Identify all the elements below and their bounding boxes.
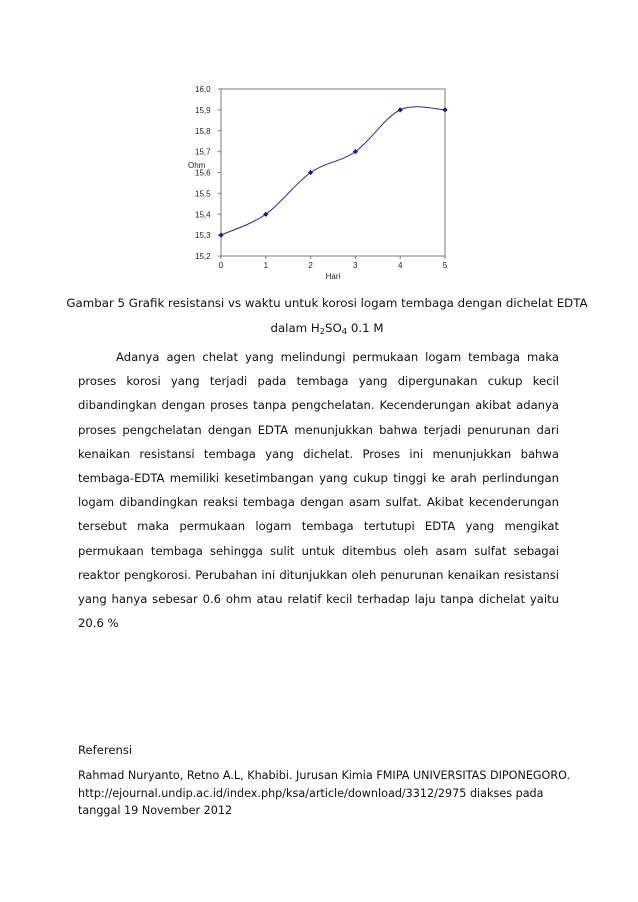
figure-caption-line2-start: dalam H: [270, 321, 320, 335]
x-tick-label: 2: [308, 261, 313, 270]
y-tick-label: 15,2: [195, 252, 211, 261]
x-tick-label: 1: [263, 261, 269, 270]
y-tick-label: 15,6: [195, 168, 211, 178]
x-tick-label: 0: [218, 261, 224, 270]
data-point: [218, 233, 223, 238]
x-axis-label: Hari: [325, 272, 341, 281]
x-tick-label: 4: [397, 261, 403, 270]
y-tick-label: 16,0: [195, 85, 211, 94]
y-axis-label: Ohm: [188, 161, 206, 170]
body-paragraph-text: Adanya agen chelat yang melindungi permukaan logam tembaga maka proses korosi yang terjadi pada tembaga yang dipergunakan cukup kecil dibandingkan dengan proses tanpa pengchelatan. Kecenderungan akibat adanya proses pengchelatan dengan EDTA menunjukkan bahwa terjadi penurunan dari kenaikan resistansi tembaga yang dichelat. Proses ini menunjukkan bahwa tembaga-EDTA memiliki kesetimbangan yang cukup tinggi ke arah perlindungan logam dibandingkan reaksi tembaga dengan asam sulfat. Akibat kecenderungan tersebut maka permukaan logam tembaga tertutupi EDTA yang mengikat permukaan tembaga sehingga sulit untuk ditembus oleh asam sulfat sebagai reaktor pengkorosi. Perubahan ini ditunjukkan oleh penurunan kenaikan resistansi yang hanya sebesar 0.6 ohm atau relatif kecil terhadap laju tanpa dichelat yaitu 20.6 %: [78, 350, 559, 631]
body-paragraph: [78, 345, 559, 635]
resistance-time-chart: [180, 76, 460, 288]
series-line: [221, 107, 445, 235]
subscript-4: 4: [341, 326, 348, 337]
y-tick-label: 15,8: [195, 126, 211, 136]
figure-caption-line2-mid: SO: [325, 321, 342, 335]
figure-caption: [60, 296, 594, 310]
x-tick-label: 5: [442, 261, 448, 270]
y-tick-label: 15,3: [195, 231, 211, 241]
references-list: [78, 767, 571, 820]
y-tick-label: 15,5: [195, 189, 211, 199]
reference-access-date: tanggal 19 November 2012: [78, 804, 233, 817]
x-tick-label: 3: [353, 261, 358, 270]
y-tick-label: 15,7: [195, 147, 211, 157]
reference-authors: Rahmad Nuryanto, Retno A.L, Khabibi. Jurusan Kimia FMIPA UNIVERSITAS DIPONEGORO.: [78, 769, 571, 782]
figure-caption-continued: [60, 321, 594, 335]
data-point: [398, 107, 403, 112]
subscript-2: 2: [319, 326, 326, 337]
y-tick-label: 15,9: [195, 105, 211, 115]
plot-frame: [221, 89, 445, 256]
references-heading: Referensi: [78, 743, 133, 757]
data-point: [442, 107, 447, 112]
figure-caption-line1: Gambar 5 Grafik resistansi vs waktu untuk korosi logam tembaga dengan dichelat EDTA: [66, 296, 588, 310]
reference-url[interactable]: http://ejournal.undip.ac.id/index.php/ksa/article/download/3312/2975 diakses pada: [78, 786, 544, 800]
figure-caption-line2-end: 0.1 M: [347, 321, 384, 335]
y-tick-label: 15,4: [195, 210, 211, 220]
